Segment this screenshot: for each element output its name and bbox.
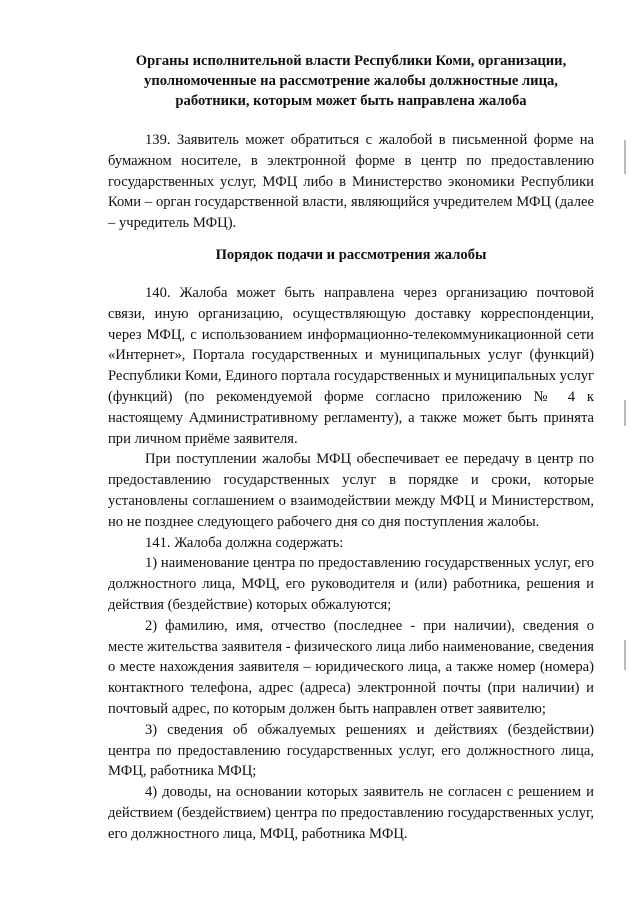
scan-edge-mark: [624, 640, 626, 670]
paragraph-141: 141. Жалоба должна содержать:: [145, 534, 344, 551]
subsection-heading: Порядок подачи и рассмотрения жалобы: [215, 247, 487, 263]
paragraph-139: 139. Заявитель может обратиться с жалобой в письменной форме на бумажном носителе, в электронной форме в центр по предоставлению государственных услуг, МФЦ либо в Министерство экономики Республики Коми – орган государственной власти, являющийся учредителем МФЦ (далее – учредитель МФЦ).: [108, 132, 594, 232]
list-item-3: 3) сведения об обжалуемых решениях и действиях (бездействии) центра по предоставлению государственных услуг, его должностного лица, МФЦ, работника МФЦ;: [108, 721, 594, 780]
list-item-4: 4) доводы, на основании которых заявитель не согласен с решением и действием (бездействием) центра по предоставлению государственных услуг, его должностного лица, МФЦ, работника МФЦ.: [108, 784, 594, 842]
paragraph-140: 140. Жалоба может быть направлена через организацию почтовой связи, иную организацию, осуществляющую доставку корреспонденции, через МФЦ, с использованием информационно-телекоммуникационной сети «Интернет», Портала государственных и муниципальных услуг (функций) Республики Коми, Единого портала государственных и муниципальных услуг (функций) (по рекомендуемой форме согласно приложению № 4 к настоящему Административному регламенту), а также может быть принята при личном приёме заявителя.: [108, 285, 594, 447]
list-item-2: 2) фамилию, имя, отчество (последнее - при наличии), сведения о месте жительства заявителя - физического лица либо наименование, сведения о месте нахождения заявителя – юридического лица, а также номер (номера) контактного телефона, адрес (адреса) электронной почты (при наличии) и почтовый адрес, по которым должен быть направлен ответ заявителю;: [108, 617, 594, 717]
subsection-body: [108, 283, 594, 845]
list-item-1: 1) наименование центра по предоставлению государственных услуг, его должностного лица, МФЦ, его руководителя и (или) работника, решения и действия (бездействие) которых обжалуются;: [108, 555, 594, 613]
paragraph-transfer: При поступлении жалобы МФЦ обеспечивает ее передачу в центр по предоставлению государственных услуг в порядке и сроки, которые установлены соглашением о взаимодействии между МФЦ и Министерством, но не позднее следующего рабочего дня со дня поступления жалобы.: [108, 451, 594, 530]
scan-edge-mark: [624, 400, 626, 426]
section-body: [108, 130, 594, 234]
scan-edge-mark: [624, 140, 626, 174]
section-heading: Органы исполнительной власти Республики Коми, организации, уполномоченные на рассмотрение жалобы должностные лица, работники, которым может быть направлена жалоба: [135, 53, 567, 109]
